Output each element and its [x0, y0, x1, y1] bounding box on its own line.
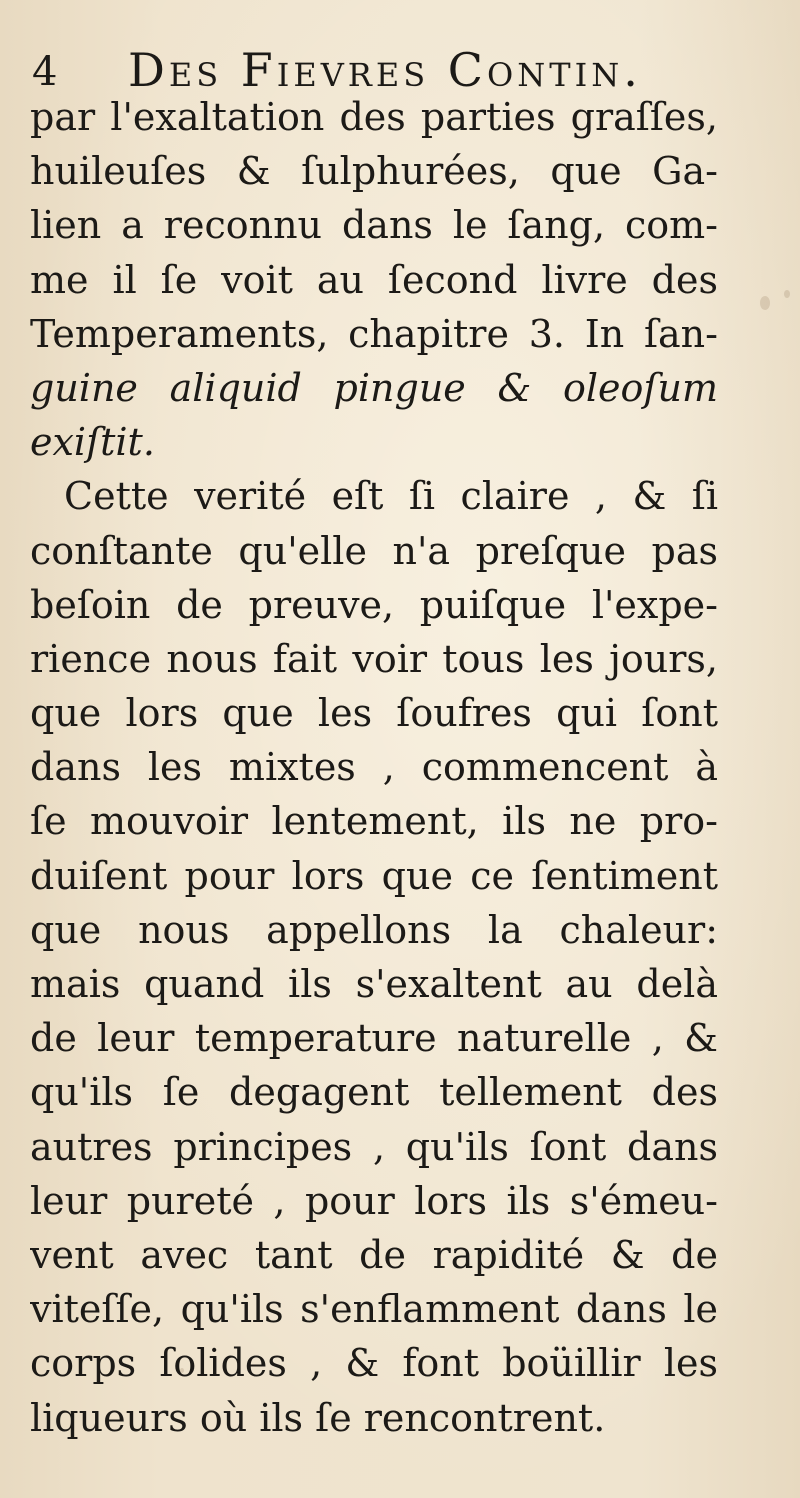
- text-line: mais quand ils s'exaltent au delà: [30, 962, 718, 1006]
- text-line: dans les mixtes , commencent à: [30, 745, 718, 790]
- text-line: par l'exaltation des parties graſſes,: [30, 95, 718, 139]
- running-head: Des Fievres Contin.: [128, 43, 642, 97]
- page-number: 4: [32, 49, 58, 95]
- text-line: leur pureté , pour lors ils s'émeu-: [30, 1178, 718, 1223]
- text-line: autres principes , qu'ils ſont dans: [30, 1124, 718, 1169]
- text-line: liqueurs où ils ſe rencontrent.: [30, 1395, 606, 1440]
- text-line: duiſent pour lors que ce ſentiment: [30, 853, 718, 898]
- paper-foxing-spot: [760, 296, 770, 310]
- paper-foxing-spot: [784, 290, 790, 298]
- text-line-latin-quote: guine aliquid pingue & oleoſum: [30, 365, 718, 410]
- text-line: que nous appellons la chaleur:: [30, 907, 718, 952]
- text-line: me il ſe voit au ſecond livre des: [30, 257, 718, 302]
- text-line: qu'ils ſe degagent tellement des: [30, 1070, 718, 1115]
- body-text: [30, 90, 718, 1445]
- text-line: de leur temperature naturelle , &: [30, 1016, 718, 1061]
- paper-foxing-spot: [180, 1368, 184, 1373]
- text-line: viteſſe, qu'ils s'enflamment dans le: [30, 1287, 718, 1332]
- text-line: ſe mouvoir lentement, ils ne pro-: [30, 799, 718, 844]
- text-line: conſtante qu'elle n'a preſque pas: [30, 528, 718, 573]
- text-line-latin-quote: exiſtit.: [30, 420, 155, 465]
- text-line: beſoin de preuve, puiſque l'expe-: [30, 582, 718, 627]
- text-line: huileuſes & ſulphurées, que Ga-: [30, 149, 718, 194]
- text-line: Temperaments, chapitre 3. In ſan-: [30, 311, 718, 356]
- text-line: vent avec tant de rapidité & de: [30, 1232, 718, 1277]
- text-line: corps ſolides , & font boüillir les: [30, 1341, 718, 1386]
- paragraph-start: Cette verité eſt ſi claire , & ſi: [64, 474, 718, 519]
- text-line: lien a reconnu dans le ſang, com-: [30, 203, 718, 248]
- text-line: que lors que les ſoufres qui ſont: [30, 691, 718, 736]
- text-line: rience nous fait voir tous les jours,: [30, 636, 718, 681]
